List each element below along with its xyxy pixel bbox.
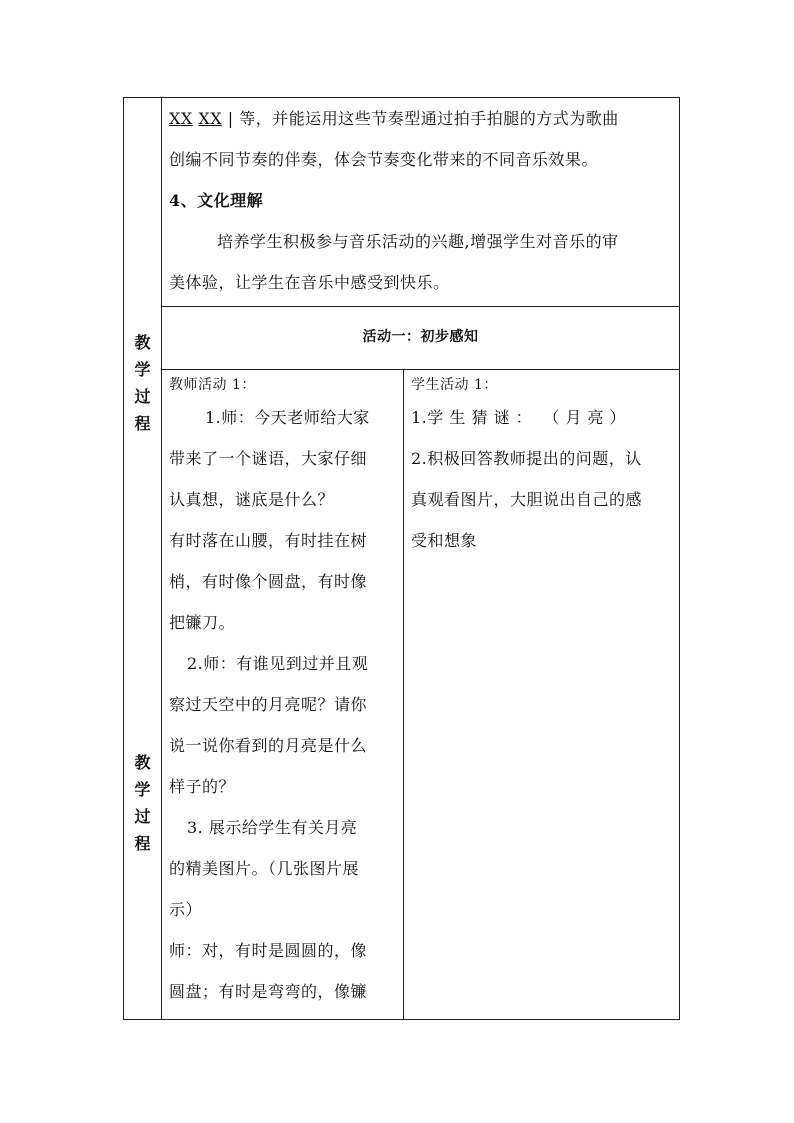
teacher-line: 样子的？	[169, 777, 236, 796]
side-char: 程	[134, 834, 151, 853]
student-line: 真观看图片，大胆说出自己的感	[411, 490, 643, 509]
teacher-line: 圆盘；有时是弯弯的，像镰	[169, 982, 368, 1001]
side-char: 学	[134, 360, 151, 379]
bar-line: |	[227, 109, 234, 128]
side-char: 教	[134, 753, 151, 772]
activity-title: 活动一：初步感知	[362, 329, 479, 345]
student-lines	[411, 397, 677, 561]
side-char: 教	[134, 333, 151, 352]
teacher-line: 说一说你看到的月亮是什么	[169, 736, 368, 755]
teacher-line: 师：对，有时是圆圆的，像	[169, 941, 368, 960]
line1-text: 等，并能运用这些节奏型通过拍手拍腿的方式为歌曲	[239, 109, 619, 128]
side-char: 程	[134, 414, 151, 433]
teacher-line: 示）	[169, 900, 203, 919]
teacher-line: 察过天空中的月亮呢？请你	[169, 695, 368, 714]
teacher-line: 梢，有时像个圆盘，有时像	[169, 572, 368, 591]
side-label-upper	[124, 329, 161, 437]
side-column-divider	[161, 98, 162, 1019]
teacher-title: 教师活动 1：	[169, 377, 256, 393]
student-line: 受和想象	[411, 531, 478, 550]
side-label-lower	[124, 749, 161, 857]
teacher-line: 有时落在山腰，有时挂在树	[169, 531, 368, 550]
teacher-line: 把镰刀。	[169, 613, 236, 632]
student-line: 2.积极回答教师提出的问题，认	[411, 449, 642, 468]
side-char: 学	[134, 780, 151, 799]
teacher-line: 3. 展示给学生有关月亮	[187, 818, 358, 837]
top-cell-line2: 创编不同节奏的伴奏，体会节奏变化带来的不同音乐效果。	[169, 150, 599, 169]
top-cell-divider	[161, 306, 680, 307]
teacher-lines	[169, 397, 401, 1012]
teacher-line: 1.师：今天老师给大家	[205, 408, 370, 427]
rhythm-pattern: XX	[169, 109, 193, 128]
top-cell-line1	[169, 98, 679, 139]
student-line: 1.学 生 猜 谜 ： （ 月 亮 ）	[411, 408, 627, 427]
rhythm-pattern: XX	[198, 109, 223, 128]
teacher-line: 2.师：有谁见到过并且观	[187, 654, 369, 673]
lesson-table	[123, 97, 680, 1020]
teacher-line: 带来了一个谜语，大家仔细	[169, 449, 368, 468]
teacher-student-divider	[403, 369, 404, 1019]
side-char: 过	[134, 387, 151, 406]
activity-title-divider	[161, 369, 680, 370]
teacher-line: 认真想，谜底是什么？	[169, 490, 335, 509]
teacher-line: 的精美图片。（几张图片展	[169, 859, 360, 878]
student-title: 学生活动 1：	[411, 377, 498, 393]
culture-heading: 4、文化理解	[169, 191, 264, 210]
culture-para-line1: 培养学生积极参与音乐活动的兴趣,增强学生对音乐的审	[217, 232, 619, 251]
culture-para-line2: 美体验，让学生在音乐中感受到快乐。	[169, 273, 450, 292]
side-char: 过	[134, 807, 151, 826]
